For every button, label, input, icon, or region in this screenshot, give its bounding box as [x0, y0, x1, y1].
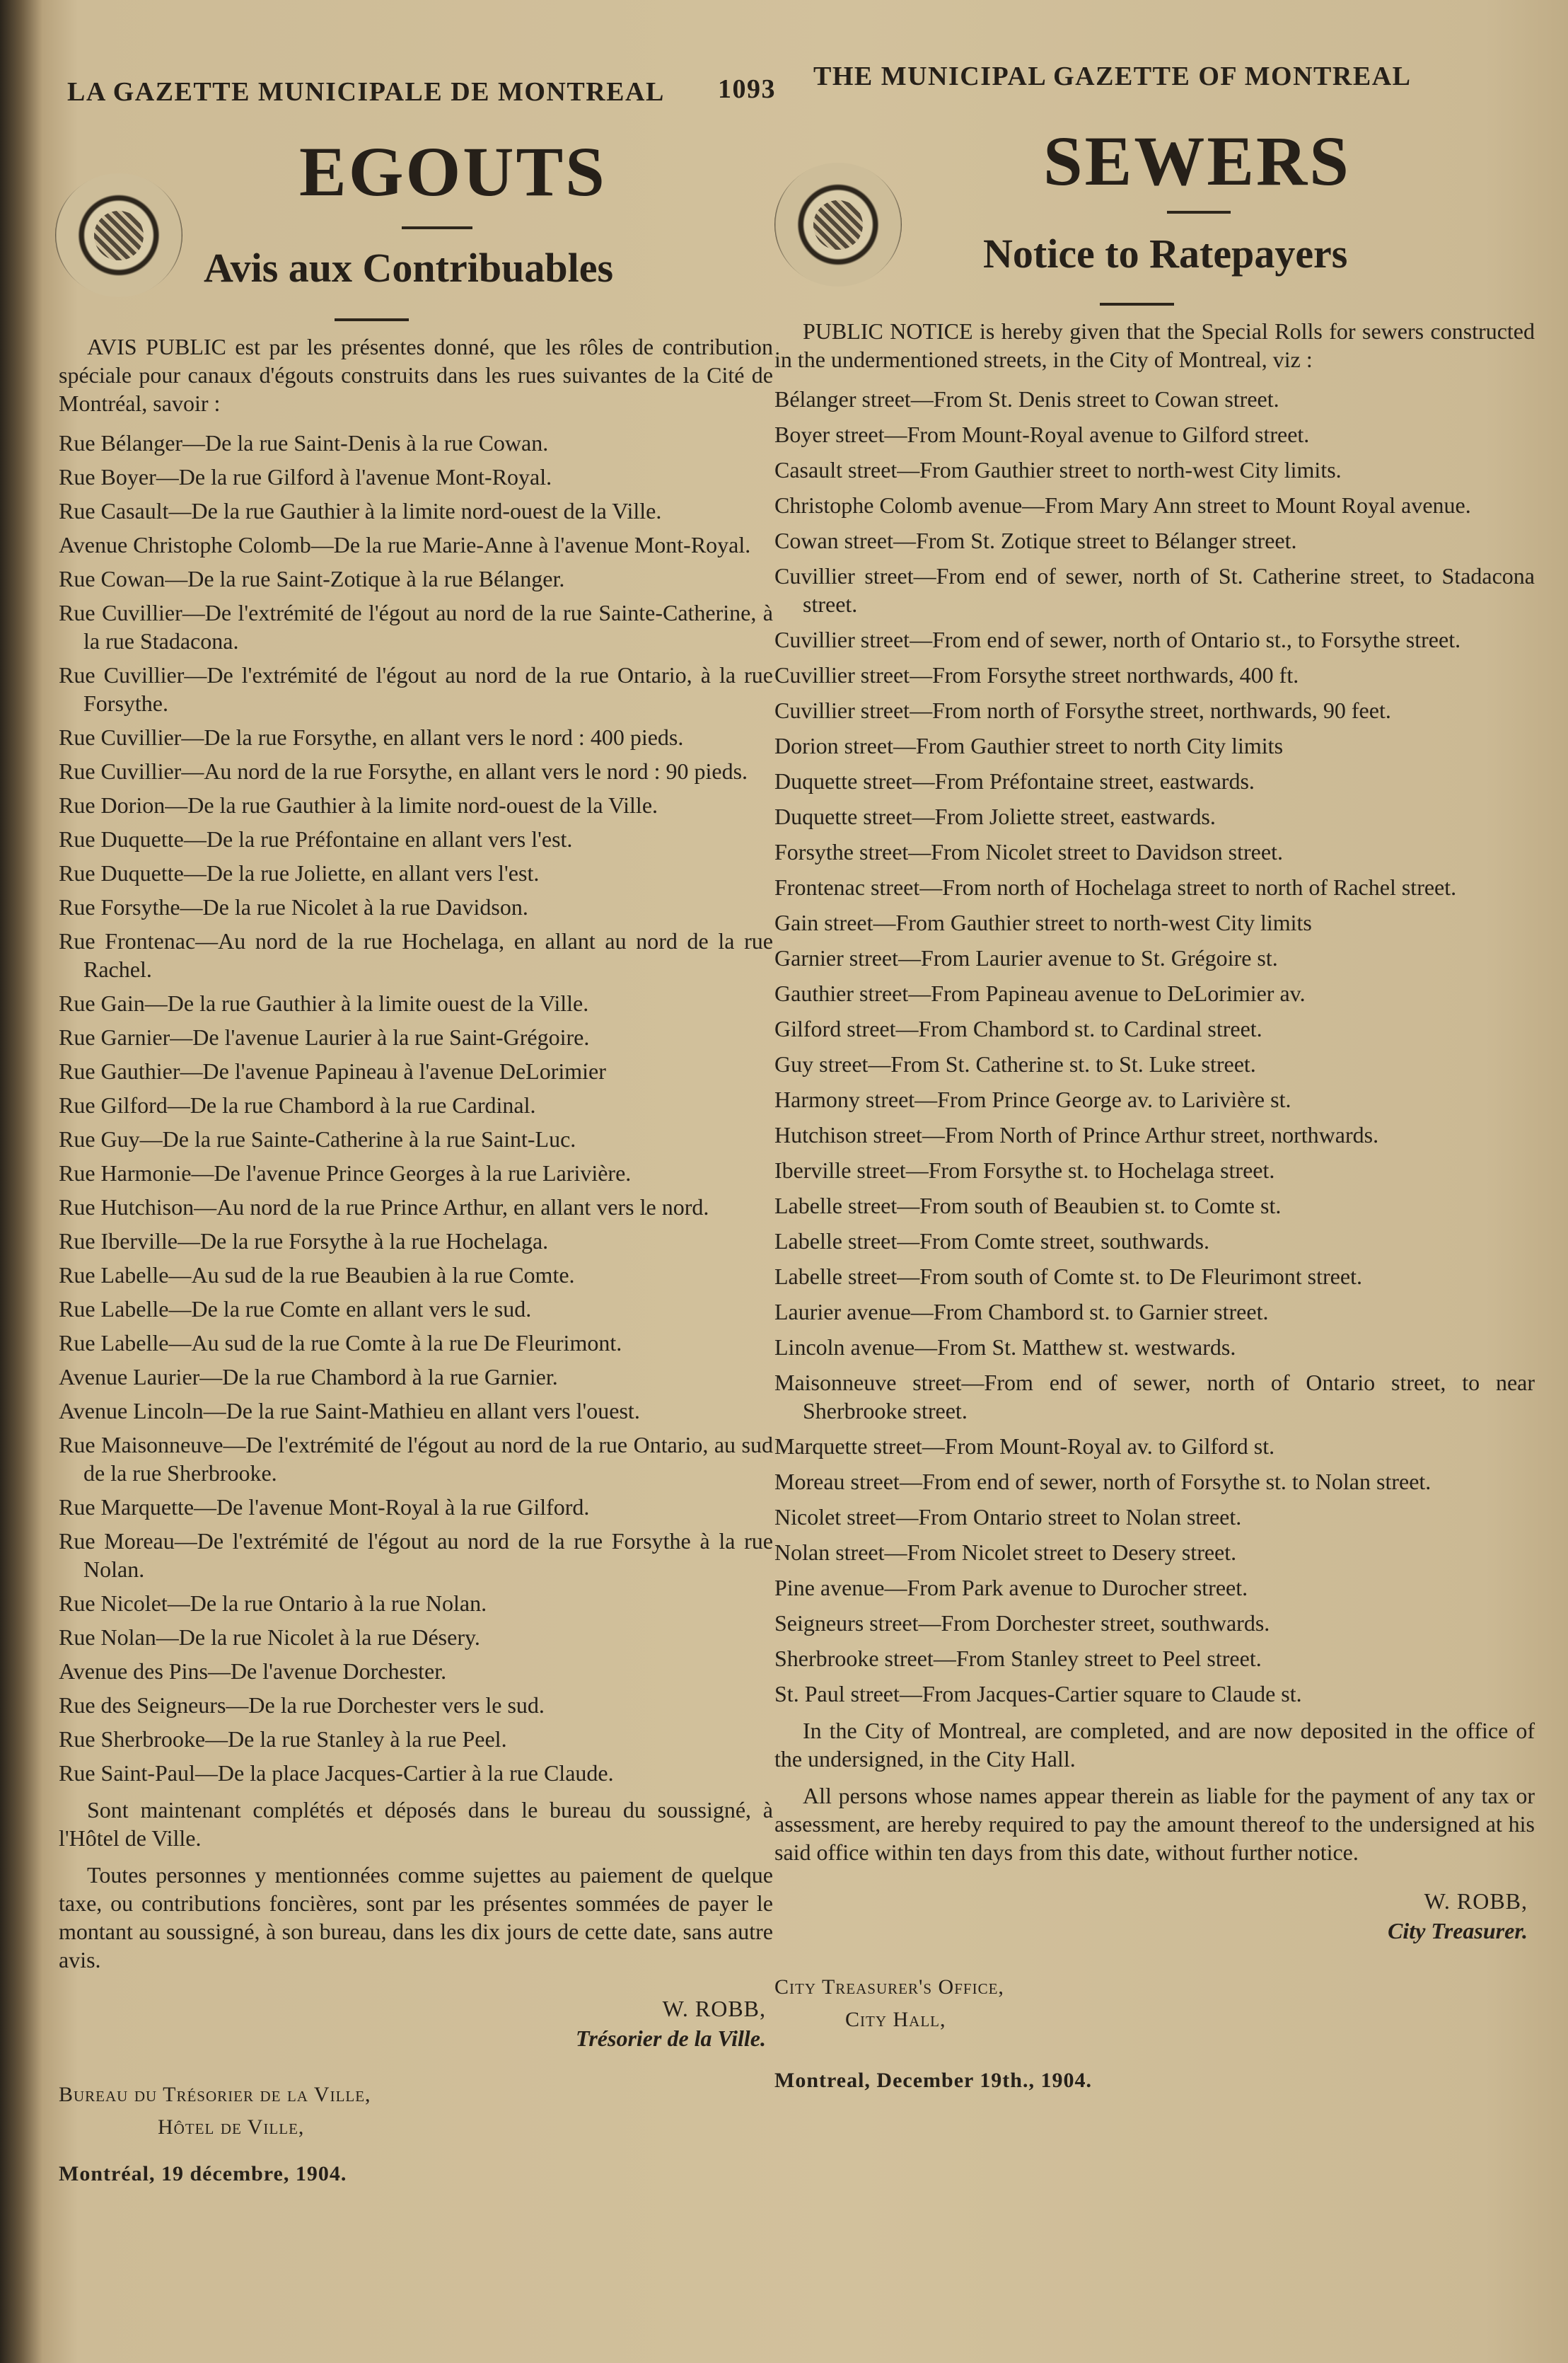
- street-list-item: Gain street—From Gauthier street to north-west City limits: [774, 910, 1312, 935]
- street-list-item: Nolan street—From Nicolet street to Desery street.: [774, 1539, 1237, 1565]
- signature-title: Trésorier de la Ville.: [575, 2026, 766, 2051]
- street-list-item: Rue Cuvillier—De l'extrémité de l'égout au nord de la rue Sainte-Catherine, à la rue Stadacona.: [59, 600, 773, 654]
- street-list-item: Avenue des Pins—De l'avenue Dorchester.: [59, 1658, 447, 1684]
- street-list-item: Seigneurs street—From Dorchester street, southwards.: [774, 1610, 1270, 1636]
- office-line-2: City Hall,: [845, 2008, 946, 2031]
- street-list-item: Rue Harmonie—De l'avenue Prince Georges à la rue Larivière.: [59, 1160, 632, 1186]
- street-list-item: Rue Moreau—De l'extrémité de l'égout au nord de la rue Forsythe à la rue Nolan.: [59, 1528, 773, 1582]
- street-list-item: Lincoln avenue—From St. Matthew st. westwards.: [774, 1334, 1236, 1360]
- french-signature: [59, 1994, 773, 2053]
- street-list-item: Bélanger street—From St. Denis street to Cowan street.: [774, 386, 1279, 412]
- french-office-block: [59, 2079, 773, 2190]
- street-list-item: Labelle street—From south of Comte st. to De Fleurimont street.: [774, 1264, 1362, 1289]
- street-list-item: Iberville street—From Forsythe st. to Hochelaga street.: [774, 1157, 1275, 1183]
- street-list-item: Avenue Christophe Colomb—De la rue Marie-Anne à l'avenue Mont-Royal.: [59, 532, 751, 557]
- street-list-item: Rue Cuvillier—De l'extrémité de l'égout au nord de la rue Ontario, à la rue Forsythe.: [59, 662, 773, 716]
- french-street-list: [59, 429, 773, 1787]
- french-notice-body: [59, 333, 773, 2190]
- street-list-item: Forsythe street—From Nicolet street to Davidson street.: [774, 839, 1283, 865]
- street-list-item: Pine avenue—From Park avenue to Durocher street.: [774, 1575, 1248, 1600]
- street-list-item: Cuvillier street—From Forsythe street northwards, 400 ft.: [774, 662, 1299, 688]
- street-list-item: Rue Guy—De la rue Sainte-Catherine à la rue Saint-Luc.: [59, 1126, 576, 1152]
- street-list-item: Casault street—From Gauthier street to north-west City limits.: [774, 457, 1342, 483]
- street-list-item: Cuvillier street—From end of sewer, north of St. Catherine street, to Stadacona street.: [774, 563, 1535, 617]
- street-list-item: Labelle street—From south of Beaubien st. to Comte st.: [774, 1193, 1282, 1218]
- street-list-item: Rue Bélanger—De la rue Saint-Denis à la rue Cowan.: [59, 430, 549, 456]
- street-list-item: Rue Gilford—De la rue Chambord à la rue Cardinal.: [59, 1092, 536, 1118]
- divider: [335, 318, 409, 321]
- office-line-2: Hôtel de Ville,: [158, 2115, 305, 2139]
- english-office-block: [774, 1971, 1535, 2097]
- notice-date: Montreal, December 19th., 1904.: [774, 2069, 1092, 2092]
- street-list-item: Rue Cowan—De la rue Saint-Zotique à la rue Bélanger.: [59, 566, 565, 591]
- street-list-item: Cuvillier street—From north of Forsythe street, northwards, 90 feet.: [774, 698, 1391, 723]
- header-french-title: LA GAZETTE MUNICIPALE DE MONTREAL: [67, 77, 665, 107]
- street-list-item: Rue Frontenac—Au nord de la rue Hochelaga, en allant au nord de la rue Rachel.: [59, 928, 773, 982]
- divider: [402, 226, 472, 229]
- street-list-item: Rue Labelle—Au sud de la rue Comte à la rue De Fleurimont.: [59, 1330, 622, 1356]
- french-subtitle: Avis aux Contribuables: [204, 245, 614, 291]
- city-seal-french: [55, 173, 182, 297]
- street-list-item: Rue Gain—De la rue Gauthier à la limite ouest de la Ville.: [59, 990, 589, 1016]
- seal-emblem-icon: [813, 200, 863, 250]
- street-list-item: Laurier avenue—From Chambord st. to Garnier street.: [774, 1299, 1269, 1324]
- street-list-item: Rue Casault—De la rue Gauthier à la limite nord-ouest de la Ville.: [59, 498, 662, 524]
- street-list-item: Moreau street—From end of sewer, north of Forsythe st. to Nolan street.: [774, 1469, 1431, 1494]
- english-paragraph-1: In the City of Montreal, are completed, and are now deposited in the office of the undersigned, in the City Hall.: [774, 1718, 1535, 1772]
- french-paragraph-2: Toutes personnes y mentionnées comme sujettes au paiement de quelque taxe, ou contributions foncières, sont par les présentes sommées de payer le montant au soussigné, à son bureau, dans les dix jours de cette date, sans autre avis.: [59, 1862, 773, 1972]
- page-header: [67, 61, 1475, 117]
- street-list-item: Rue Iberville—De la rue Forsythe à la rue Hochelaga.: [59, 1228, 549, 1254]
- street-list-item: Rue Cuvillier—De la rue Forsythe, en allant vers le nord : 400 pieds.: [59, 724, 684, 750]
- english-subtitle: Notice to Ratepayers: [983, 231, 1348, 277]
- street-list-item: Rue Nicolet—De la rue Ontario à la rue Nolan.: [59, 1590, 487, 1616]
- street-list-item: Rue Hutchison—Au nord de la rue Prince Arthur, en allant vers le nord.: [59, 1194, 709, 1220]
- street-list-item: Labelle street—From Comte street, southwards.: [774, 1228, 1209, 1254]
- street-list-item: Rue Marquette—De l'avenue Mont-Royal à la rue Gilford.: [59, 1494, 590, 1520]
- street-list-item: Rue Labelle—Au sud de la rue Beaubien à la rue Comte.: [59, 1262, 575, 1288]
- signature-name: W. ROBB,: [662, 1996, 766, 2021]
- street-list-item: Rue Dorion—De la rue Gauthier à la limite nord-ouest de la Ville.: [59, 792, 658, 818]
- english-street-list: [774, 385, 1535, 1708]
- street-list-item: Dorion street—From Gauthier street to north City limits: [774, 733, 1284, 758]
- street-list-item: Guy street—From St. Catherine st. to St. Luke street.: [774, 1051, 1256, 1077]
- street-list-item: Rue Forsythe—De la rue Nicolet à la rue Davidson.: [59, 894, 528, 920]
- french-main-title: EGOUTS: [299, 132, 607, 211]
- street-list-item: Boyer street—From Mount-Royal avenue to Gilford street.: [774, 422, 1310, 447]
- street-list-item: Duquette street—From Préfontaine street, eastwards.: [774, 768, 1255, 794]
- street-list-item: Christophe Colomb avenue—From Mary Ann street to Mount Royal avenue.: [774, 492, 1471, 518]
- street-list-item: Rue Maisonneuve—De l'extrémité de l'égout au nord de la rue Ontario, au sud de la rue Sherbrooke.: [59, 1432, 773, 1486]
- street-list-item: Sherbrooke street—From Stanley street to Peel street.: [774, 1646, 1262, 1671]
- french-intro: AVIS PUBLIC est par les présentes donné, que les rôles de contribution spéciale pour canaux d'égouts construits dans les rues suivantes de la Cité de Montréal, savoir :: [59, 334, 773, 416]
- street-list-item: Marquette street—From Mount-Royal av. to Gilford st.: [774, 1433, 1275, 1459]
- english-paragraph-2: All persons whose names appear therein as liable for the payment of any tax or assessment, are hereby required to pay the amount thereof to the undersigned at his said office within ten days from this date, without further notice.: [774, 1783, 1535, 1865]
- street-list-item: Rue Labelle—De la rue Comte en allant vers le sud.: [59, 1296, 532, 1322]
- english-signature: [774, 1886, 1535, 1946]
- street-list-item: Rue Gauthier—De l'avenue Papineau à l'avenue DeLorimier: [59, 1058, 606, 1084]
- street-list-item: Avenue Laurier—De la rue Chambord à la rue Garnier.: [59, 1364, 558, 1390]
- street-list-item: Rue des Seigneurs—De la rue Dorchester vers le sud.: [59, 1692, 545, 1718]
- street-list-item: Rue Cuvillier—Au nord de la rue Forsythe, en allant vers le nord : 90 pieds.: [59, 758, 748, 784]
- street-list-item: Rue Sherbrooke—De la rue Stanley à la rue Peel.: [59, 1726, 507, 1752]
- street-list-item: Rue Duquette—De la rue Joliette, en allant vers l'est.: [59, 860, 540, 886]
- street-list-item: Harmony street—From Prince George av. to Larivière st.: [774, 1087, 1291, 1112]
- street-list-item: Gilford street—From Chambord st. to Cardinal street.: [774, 1016, 1262, 1041]
- signature-name: W. ROBB,: [1424, 1888, 1528, 1914]
- header-english-title: THE MUNICIPAL GAZETTE OF MONTREAL: [813, 62, 1412, 91]
- street-list-item: Cuvillier street—From end of sewer, north of Ontario st., to Forsythe street.: [774, 627, 1461, 652]
- notice-date: Montréal, 19 décembre, 1904.: [59, 2162, 347, 2185]
- signature-title: City Treasurer.: [1388, 1918, 1528, 1943]
- seal-emblem-icon: [94, 211, 144, 260]
- street-list-item: Duquette street—From Joliette street, eastwards.: [774, 804, 1216, 829]
- english-intro: PUBLIC NOTICE is hereby given that the Special Rolls for sewers constructed in the undermentioned streets, in the City of Montreal, viz :: [774, 318, 1535, 372]
- english-main-title: SEWERS: [1043, 122, 1351, 200]
- street-list-item: Rue Duquette—De la rue Préfontaine en allant vers l'est.: [59, 826, 573, 852]
- street-list-item: St. Paul street—From Jacques-Cartier square to Claude st.: [774, 1681, 1302, 1706]
- office-line-1: City Treasurer's Office,: [774, 1975, 1004, 1999]
- street-list-item: Rue Boyer—De la rue Gilford à l'avenue Mont-Royal.: [59, 464, 552, 490]
- street-list-item: Maisonneuve street—From end of sewer, north of Ontario street, to near Sherbrooke street.: [774, 1370, 1535, 1423]
- street-list-item: Nicolet street—From Ontario street to Nolan street.: [774, 1504, 1242, 1530]
- street-list-item: Garnier street—From Laurier avenue to St. Grégoire st.: [774, 945, 1278, 971]
- street-list-item: Avenue Lincoln—De la rue Saint-Mathieu en allant vers l'ouest.: [59, 1398, 640, 1423]
- divider: [1100, 303, 1174, 306]
- street-list-item: Rue Saint-Paul—De la place Jacques-Cartier à la rue Claude.: [59, 1760, 614, 1786]
- street-list-item: Frontenac street—From north of Hochelaga street to north of Rachel street.: [774, 874, 1457, 900]
- french-paragraph-1: Sont maintenant complétés et déposés dans le bureau du soussigné, à l'Hôtel de Ville.: [59, 1797, 773, 1851]
- street-list-item: Cowan street—From St. Zotique street to Bélanger street.: [774, 528, 1297, 553]
- city-seal-english: [774, 163, 902, 287]
- street-list-item: Rue Garnier—De l'avenue Laurier à la rue Saint-Grégoire.: [59, 1024, 590, 1050]
- divider: [1167, 211, 1231, 214]
- street-list-item: Gauthier street—From Papineau avenue to DeLorimier av.: [774, 981, 1306, 1006]
- english-notice-body: [774, 317, 1535, 2097]
- street-list-item: Rue Nolan—De la rue Nicolet à la rue Désery.: [59, 1624, 480, 1650]
- office-line-1: Bureau du Trésorier de la Ville,: [59, 2083, 371, 2106]
- page-number: 1093: [718, 74, 776, 104]
- street-list-item: Hutchison street—From North of Prince Arthur street, northwards.: [774, 1122, 1379, 1148]
